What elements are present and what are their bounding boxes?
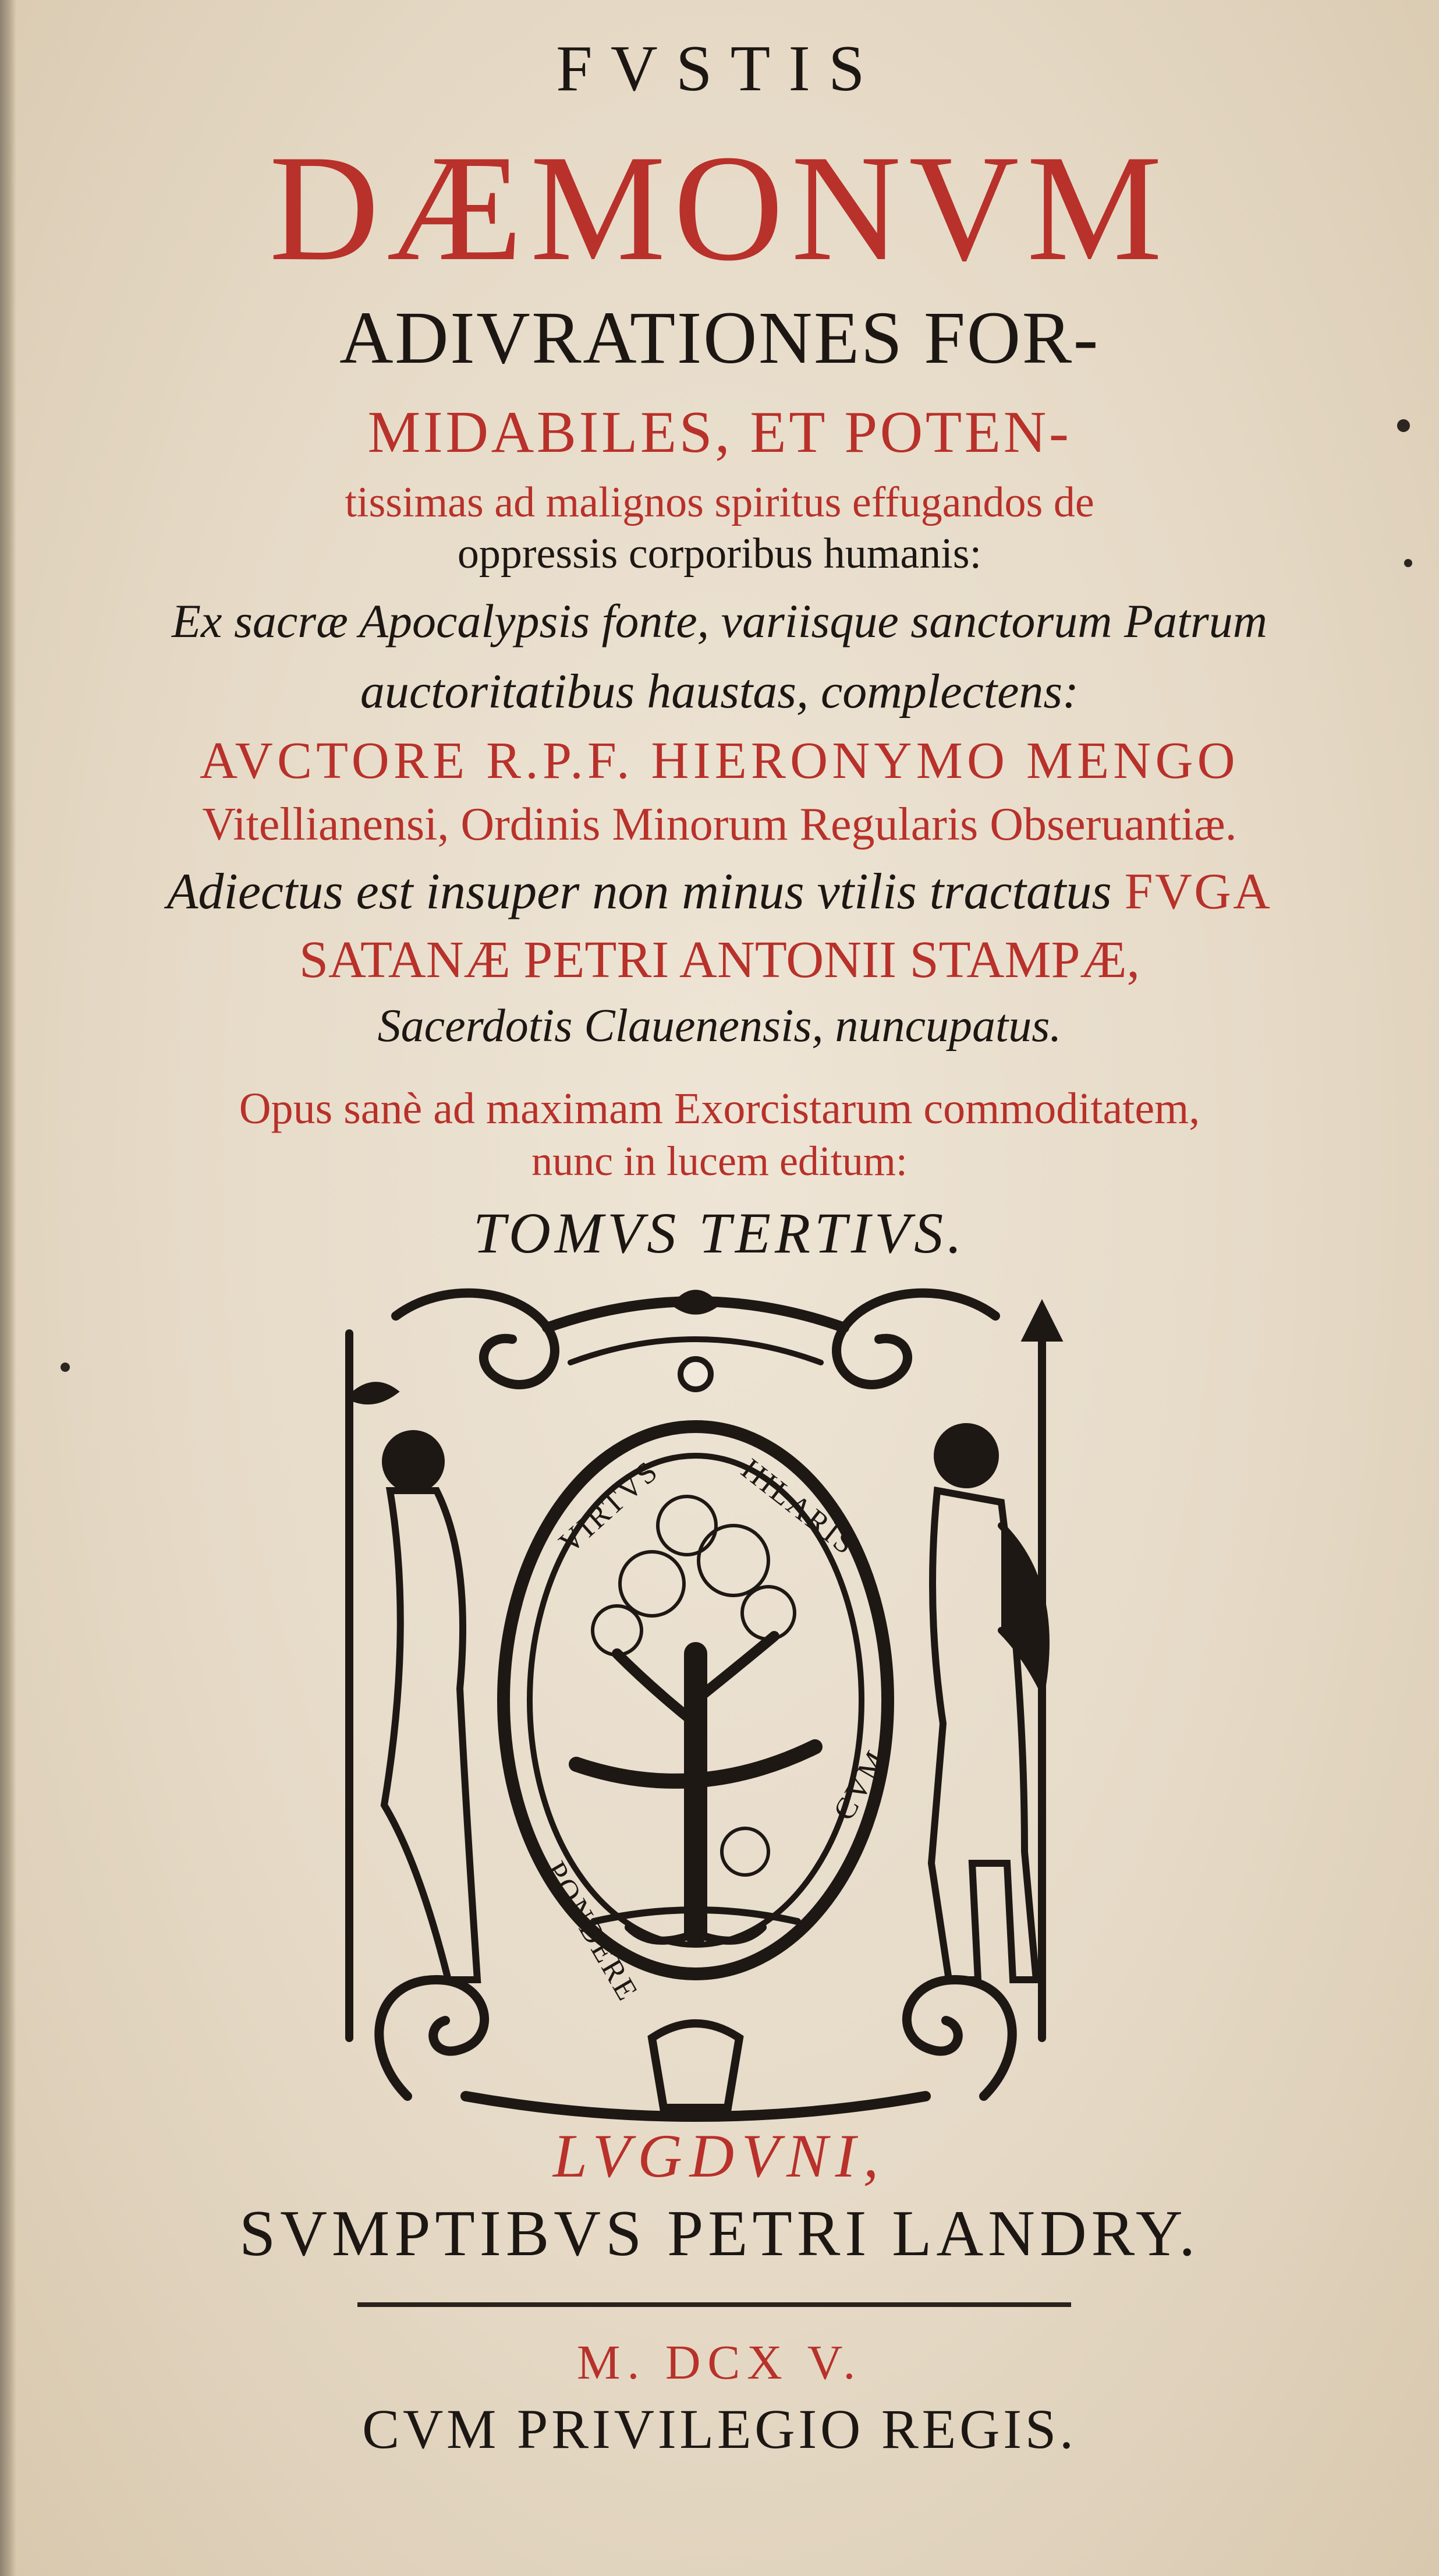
title-line-adiurationes: ADIVRATIONES FOR-: [339, 296, 1100, 379]
motto-left-text: VIRTVS: [552, 1453, 666, 1560]
imprint-place: LVGDVNI,: [553, 2122, 886, 2190]
subtitle-line-apocalypsis: Ex sacræ Apocalypsis fonte, variisque sanctorum Patrum: [171, 595, 1268, 647]
ink-spot: [1404, 559, 1412, 567]
motto-right-text: HILARIS: [735, 1452, 863, 1562]
satanae-line: SATANÆ PETRI ANTONII STAMPÆ,: [299, 931, 1140, 989]
woodcut-device-icon: [326, 1281, 1065, 2131]
opus-line: Opus sanè ad maximam Exorcistarum commoditatem,: [239, 1084, 1200, 1133]
adiectus-line: [0, 866, 1439, 918]
title-line-daemonum: DÆMONVM: [269, 123, 1170, 292]
tomus-line: TOMVS TERTIVS.: [473, 1201, 966, 1265]
motto-bottom-right-text: CVM: [827, 1743, 894, 1826]
imprint-publisher: SVMPTIBVS PETRI LANDRY.: [239, 2198, 1200, 2270]
subtitle-line-tissimas: tissimas ad malignos spiritus effugandos de: [345, 479, 1094, 526]
adiectus-text: Adiectus est insuper non minus vtilis tractatus: [166, 864, 1112, 920]
motto-bottom-left-text: PONDERE: [538, 1856, 645, 2008]
sacerdotis-line: Sacerdotis Clauenensis, nuncupatus.: [377, 1000, 1062, 1052]
subtitle-line-auctoritatibus: auctoritatibus haustas, complectens:: [360, 664, 1079, 719]
author-order-line: Vitellianensi, Ordinis Minorum Regularis Obseruantiæ.: [202, 799, 1237, 850]
ink-spot: [61, 1363, 70, 1372]
divider-rule: [357, 2302, 1071, 2307]
title-line-midabiles: MIDABILES, ET POTEN-: [367, 399, 1072, 465]
subtitle-line-oppressis: oppressis corporibus humanis:: [457, 530, 982, 578]
imprint-year: M. DCX V.: [576, 2336, 863, 2390]
imprint-privilege: CVM PRIVILEGIO REGIS.: [362, 2398, 1077, 2460]
binding-edge: [0, 0, 16, 2576]
title-line-fustis: FVSTIS: [556, 33, 883, 105]
author-line: AVCTORE R.P.F. HIERONYMO MENGO: [200, 732, 1239, 790]
nunc-line: nunc in lucem editum:: [531, 1138, 908, 1184]
fuga-text: FVGA: [1124, 864, 1273, 920]
ink-spot: [1397, 419, 1410, 432]
